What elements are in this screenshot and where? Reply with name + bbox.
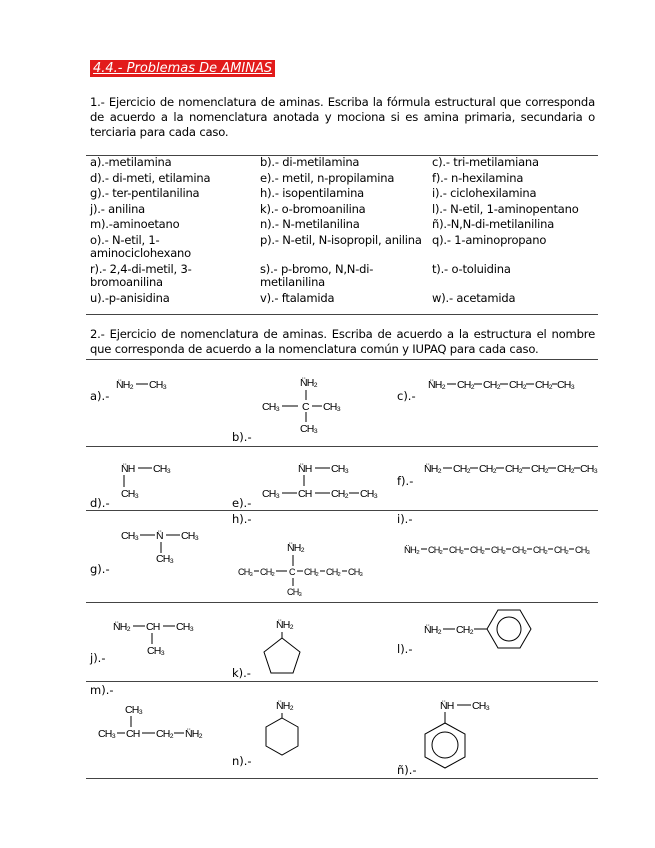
table-cell: l).- N-etil, 1-aminopentano: [432, 201, 579, 216]
table-cell: i).- ciclohexilamina: [432, 186, 537, 200]
table-cell: s).- p-bromo, N,N-di-metilanilina: [260, 261, 374, 289]
table-cell: f).- n-hexilamina: [432, 170, 524, 185]
table-cell: b).- di-metilamina: [260, 155, 360, 169]
chem-label: CH: [126, 728, 140, 740]
chem-label: CH: [298, 488, 312, 500]
chem-label: CH₃: [557, 379, 575, 391]
item-label-k: k).-: [232, 666, 251, 680]
structure-b: [262, 376, 341, 435]
table-cell: t).- o-toluidina: [432, 261, 511, 276]
exercise-1-instructions: 1.- Ejercicio de nomenclatura de aminas. Escriba la fórmula estructural que corresponda de acuerdo a la nomenclatura anotada y mociona si es amina primaria, secundaria o terciaria para cada caso.: [90, 95, 595, 139]
chem-label: CH₂: [512, 545, 527, 555]
chem-label: N̈H₂: [185, 728, 202, 740]
chem-label: N̈H: [298, 463, 312, 475]
chem-label: CH₃: [262, 401, 280, 413]
chem-label: CH₂: [456, 624, 473, 636]
chem-label: CH₂: [260, 567, 275, 577]
chem-label: CH₃: [238, 567, 253, 577]
chem-label: CH₃: [348, 567, 363, 577]
chem-label: CH₂: [470, 545, 485, 555]
item-label-c: c).-: [397, 389, 416, 403]
chem-label: CH₂: [449, 545, 464, 555]
table-cell: w).- acetamida: [432, 290, 516, 305]
item-label-enie: ñ).-: [397, 763, 417, 777]
table-cell: m).-aminoetano: [90, 217, 180, 231]
structure-c: [428, 378, 575, 391]
chem-label: N̈H: [121, 463, 135, 475]
item-label-l: l).-: [397, 642, 413, 656]
chem-label: CH₃: [287, 587, 302, 597]
aromatic-circle: [497, 617, 521, 641]
chem-label: CH₂: [304, 567, 319, 577]
chem-label: CH₃: [331, 463, 349, 475]
chem-label: CH₃: [98, 728, 116, 740]
chem-label: CH₂: [331, 488, 348, 500]
chem-label: CH₂: [453, 463, 470, 475]
chem-label: CH₃: [300, 423, 318, 435]
cyclohexane-ring: [266, 718, 298, 755]
cyclopentane-ring: [264, 638, 300, 673]
chem-label: N̈H₂: [428, 379, 445, 391]
structure-d: [121, 462, 171, 500]
table-cell: a).-metilamina: [90, 155, 172, 169]
chem-label: N̈H₂: [424, 463, 441, 475]
chem-label: CH₃: [360, 488, 378, 500]
table-cell: v).- ftalamida: [260, 290, 335, 305]
chem-label: N̈H₂: [404, 545, 420, 556]
table-cell: j).- anilina: [90, 201, 145, 216]
item-label-b: b).-: [232, 430, 252, 444]
aromatic-circle: [432, 732, 458, 758]
table-cell: g).- ter-pentilanilina: [90, 186, 200, 200]
chem-label: CH₃: [262, 488, 280, 500]
chem-label: CH₃: [181, 530, 199, 542]
structure-n: [266, 699, 298, 755]
structure-m: [98, 704, 203, 740]
benzene-ring: [425, 723, 465, 768]
chem-label: N̈H₂: [276, 619, 293, 631]
item-label-j: j).-: [90, 651, 106, 665]
table-cell: p).- N-etil, N-isopropil, anilina: [260, 232, 422, 247]
chem-label: CH₂: [535, 379, 552, 391]
page-title: 4.4.- Problemas De AMINAS: [90, 60, 275, 77]
table-cell: d).- di-meti, etilamina: [90, 170, 211, 185]
structure-enie: [425, 699, 490, 768]
chem-label: CH₃: [472, 700, 490, 712]
chem-label: CH₂: [483, 379, 500, 391]
chem-label: CH₂: [457, 379, 474, 391]
chem-label: CH₃: [149, 379, 167, 391]
chem-label: N̈H₂: [424, 624, 441, 636]
chem-label: N̈H₂: [300, 377, 317, 389]
chem-label: CH₂: [326, 567, 341, 577]
chem-label: CH: [146, 621, 160, 633]
chem-label: C: [302, 401, 309, 413]
chem-label: CH₂: [531, 463, 548, 475]
chem-label: CH₃: [147, 645, 165, 657]
chem-label: CH₂: [428, 545, 443, 555]
chem-label: CH₃: [153, 463, 171, 475]
table-cell: k).- o-bromoanilina: [260, 201, 366, 216]
item-label-a: a).-: [90, 389, 110, 403]
structure-g: [121, 529, 199, 565]
table-cell: q).- 1-aminopropano: [432, 232, 547, 247]
item-label-i: i).-: [397, 512, 413, 526]
item-label-m: m).-: [90, 683, 114, 697]
item-label-h: h).-: [232, 512, 252, 526]
chem-label: N̈: [156, 530, 163, 542]
chem-label: CH₃: [176, 621, 194, 633]
exercise-2-instructions: 2.- Ejercicio de nomenclatura de aminas. Escriba de acuerdo a la estructura el nombre que corresponda de acuerdo a la nomenclatura común y IUPAQ para cada caso.: [90, 327, 595, 356]
item-label-d: d).-: [90, 496, 110, 510]
table-cell: h).- isopentilamina: [260, 186, 365, 200]
chem-label: N̈H: [440, 700, 454, 712]
chem-label: CH₂: [505, 463, 522, 475]
structure-i: [404, 545, 590, 556]
chem-label: CH₃: [323, 401, 341, 413]
table-cell: o).- N-etil, 1-aminociclohexano: [90, 232, 191, 260]
item-label-f: f).-: [397, 474, 414, 488]
table-cell: n).- N-metilanilina: [260, 217, 360, 231]
structure-h: [238, 541, 363, 597]
chem-label: CH₂: [156, 728, 173, 740]
structure-k: [264, 618, 300, 673]
chem-label: CH₃: [156, 553, 174, 565]
chem-label: CH₃: [580, 463, 598, 475]
table-cell: ñ).-N,N-di-metilanilina: [432, 217, 555, 231]
structure-j: [113, 620, 194, 657]
chem-label: N̈H₂: [287, 542, 304, 554]
chem-label: C: [289, 567, 295, 577]
structure-l: [424, 610, 531, 648]
structure-e: [262, 462, 378, 500]
chem-label: N̈H₂: [116, 379, 133, 391]
item-label-e: e).-: [232, 496, 252, 510]
table-cell: u).-p-anisidina: [90, 290, 170, 305]
benzene-ring: [487, 610, 531, 648]
item-label-n: n).-: [232, 754, 252, 768]
chem-label: CH₂: [491, 545, 506, 555]
chem-label: CH₃: [121, 530, 139, 542]
structure-a: [116, 378, 167, 391]
chem-label: N̈H₂: [276, 700, 293, 712]
chem-label: CH₂: [533, 545, 548, 555]
table-cell: c).- tri-metilamiana: [432, 155, 539, 169]
chem-label: CH₂: [557, 463, 574, 475]
chem-label: CH₃: [121, 488, 139, 500]
chem-label: CH₃: [575, 545, 590, 555]
table-cell: e).- metil, n-propilamina: [260, 170, 395, 185]
item-label-g: g).-: [90, 562, 110, 576]
chem-label: CH₂: [509, 379, 526, 391]
table-cell: r).- 2,4-di-metil, 3-bromoanilina: [90, 261, 192, 289]
chem-label: CH₂: [554, 545, 569, 555]
structure-f: [424, 462, 598, 475]
chem-label: CH₃: [125, 704, 143, 716]
chem-label: CH₂: [479, 463, 496, 475]
chem-label: N̈H₂: [113, 621, 130, 633]
